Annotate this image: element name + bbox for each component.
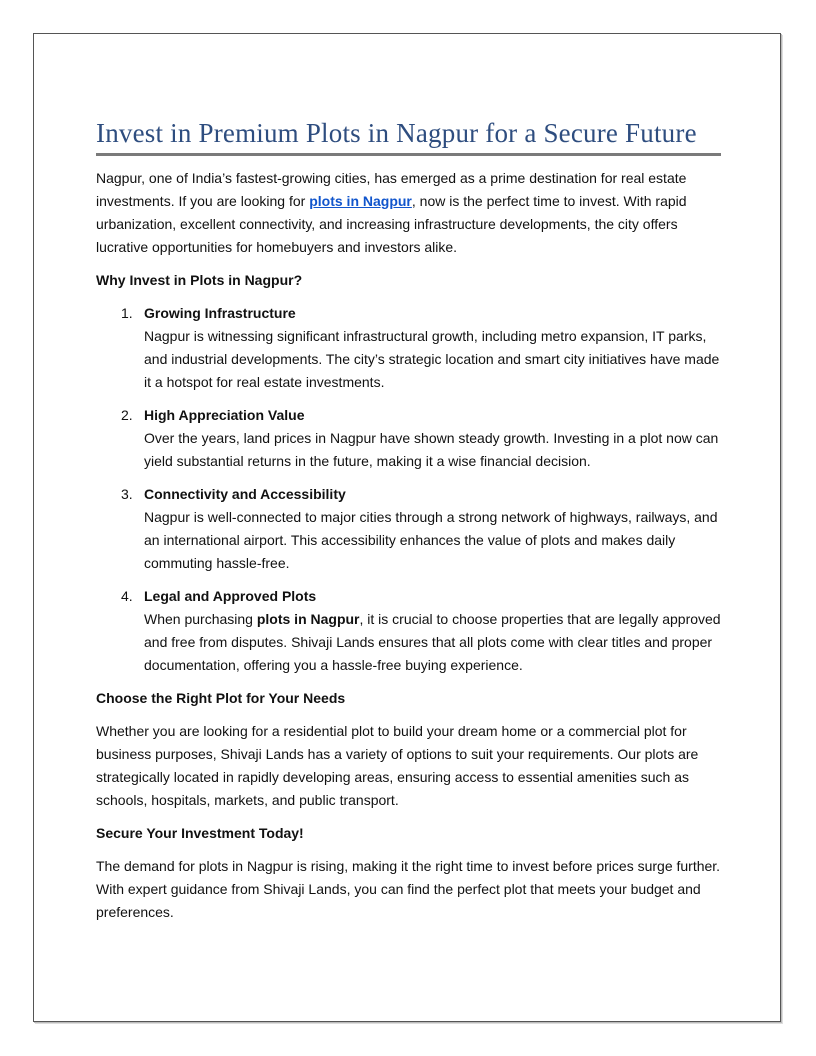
list-item bbox=[96, 585, 721, 677]
secure-investment-heading: Secure Your Investment Today! bbox=[96, 825, 304, 841]
list-number: 4. bbox=[121, 588, 133, 604]
intro-text-after: , now is the perfect time to invest. With rapid urbanization, excellent connectivity, and increasing infrastructure developments, the city offers lucrative opportunities for homebuyers and investors alike. bbox=[96, 193, 687, 255]
document-body bbox=[96, 118, 721, 924]
list-number: 2. bbox=[121, 407, 133, 423]
plots-in-nagpur-link[interactable]: plots in Nagpur bbox=[309, 193, 412, 209]
list-item-title: Legal and Approved Plots bbox=[144, 588, 317, 604]
secure-investment-paragraph: The demand for plots in Nagpur is rising, making it the right time to invest before prices surge further. With expert guidance from Shivaji Lands, you can find the perfect plot that meets your budget and preferences. bbox=[96, 858, 721, 920]
list-number: 1. bbox=[121, 305, 133, 321]
list-item-body bbox=[144, 608, 721, 677]
body-text-before: When purchasing bbox=[144, 611, 257, 627]
list-item-body: Nagpur is witnessing significant infrastructural growth, including metro expansion, IT parks, and industrial developments. The city’s strategic location and smart city initiatives have made it a hotspot for real estate investments. bbox=[144, 328, 720, 390]
list-item bbox=[96, 404, 721, 473]
intro-text-before: Nagpur, one of India’s fastest-growing cities, has emerged as a prime destination for real estate investments. If you are looking for bbox=[96, 170, 687, 209]
list-item-title: Connectivity and Accessibility bbox=[144, 486, 346, 502]
intro-paragraph bbox=[96, 167, 721, 259]
list-item-body: Nagpur is well-connected to major cities through a strong network of highways, railways, and an international airport. This accessibility enhances the value of plots and makes daily commuting hassle-free. bbox=[144, 509, 718, 571]
reasons-list bbox=[96, 302, 721, 677]
list-item bbox=[96, 302, 721, 394]
list-number: 3. bbox=[121, 486, 133, 502]
choose-plot-heading: Choose the Right Plot for Your Needs bbox=[96, 690, 346, 706]
choose-plot-paragraph: Whether you are looking for a residential plot to build your dream home or a commercial plot for business purposes, Shivaji Lands has a variety of options to suit your requirements. Our plots are strategically located in rapidly developing areas, ensuring access to essential amenities such as schools, hospitals, markets, and public transport. bbox=[96, 723, 699, 808]
bold-keyword: plots in Nagpur bbox=[256, 611, 360, 627]
list-item bbox=[96, 483, 721, 575]
why-invest-heading: Why Invest in Plots in Nagpur? bbox=[96, 272, 303, 288]
list-item-title: Growing Infrastructure bbox=[144, 305, 296, 321]
page-title: Invest in Premium Plots in Nagpur for a Secure Future bbox=[96, 118, 721, 156]
list-item-title: High Appreciation Value bbox=[144, 407, 305, 423]
body-text-after: , it is crucial to choose properties that are legally approved and free from disputes. Shivaji Lands ensures that all plots come with clear titles and proper documentation, offering you a hassle-free buying experience. bbox=[144, 611, 721, 673]
list-item-body: Over the years, land prices in Nagpur have shown steady growth. Investing in a plot now can yield substantial returns in the future, making it a wise financial decision. bbox=[144, 430, 719, 469]
